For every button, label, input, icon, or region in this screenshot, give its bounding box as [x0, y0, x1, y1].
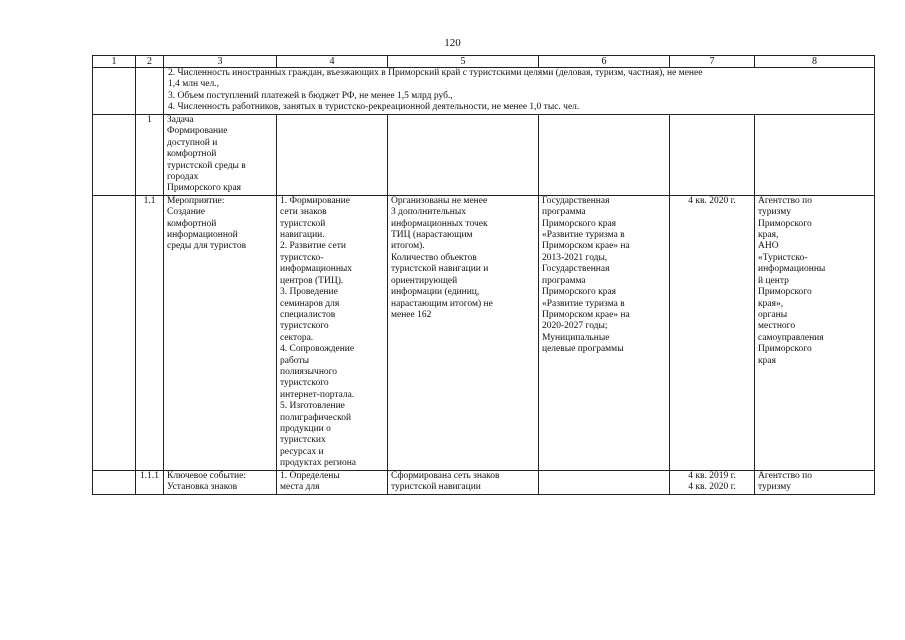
- cell-line: Создание: [167, 207, 206, 218]
- column-header: 1: [93, 56, 136, 68]
- row-number: 1.1.1: [136, 470, 164, 494]
- cell-line: полиграфической: [280, 412, 352, 423]
- responsible-cell: [755, 195, 875, 470]
- cell-line: семинаров для: [280, 298, 340, 309]
- activity-row: [93, 195, 875, 470]
- cell-line: 3 дополнительных: [391, 207, 466, 218]
- column-header: 6: [539, 56, 670, 68]
- key-event-row: [93, 470, 875, 494]
- cell-line: органы: [758, 309, 788, 320]
- indicator-line: 1,4 млн чел.,: [168, 79, 219, 90]
- cell-line: нарастающим итогом) не: [391, 298, 493, 309]
- task-title-cell: [164, 115, 277, 196]
- cell-line: туристской: [280, 218, 326, 229]
- cell-line: работы: [280, 355, 309, 366]
- cell-line: Приморского края: [167, 183, 242, 194]
- cell-line: Приморского края: [542, 287, 617, 298]
- cell-line: Организованы не менее: [391, 195, 488, 206]
- cell-line: Приморском крае» на: [542, 241, 630, 252]
- cell-line: интернет-портала.: [280, 389, 355, 400]
- empty-cell: [136, 68, 164, 115]
- column-header: 8: [755, 56, 875, 68]
- row-number: 1: [136, 115, 164, 196]
- column-header-row: [93, 56, 875, 68]
- cell-line: ТИЦ (нарастающим: [391, 230, 473, 241]
- cell-line: местного: [758, 321, 796, 332]
- cell-line: туристской среды в: [167, 160, 246, 171]
- cell-line: навигации.: [280, 230, 325, 241]
- cell-line: АНО: [758, 241, 779, 252]
- cell-line: туристского: [280, 378, 329, 389]
- cell-line: 4 кв. 2020 г.: [688, 482, 736, 492]
- column-header: 2: [136, 56, 164, 68]
- indicator-line: 3. Объем поступлений платежей в бюджет РФ, не менее 1,5 млрд руб.,: [168, 90, 453, 101]
- row-number: 1.1: [136, 195, 164, 470]
- deadline-cell: [670, 470, 755, 494]
- cell-line: Агентство по: [758, 470, 812, 481]
- cell-line: продуктах региона: [280, 458, 356, 469]
- cell-line: самоуправления: [758, 332, 824, 343]
- cell-line: Приморского: [758, 344, 812, 355]
- cell-line: Мероприятие:: [167, 195, 225, 206]
- cell-line: доступной и: [167, 137, 218, 148]
- responsible-cell: [755, 115, 875, 196]
- cell-line: туристско-: [280, 252, 324, 263]
- cell-line: туризму: [758, 482, 791, 492]
- cell-line: полиязычного: [280, 366, 338, 377]
- cell-line: Приморского: [758, 218, 812, 229]
- cell-line: информационной: [167, 230, 238, 241]
- indicator-line: 4. Численность работников, занятых в туристско-рекреационной деятельности, не менее 1,0 тыс. чел.: [168, 102, 580, 113]
- column-header: 4: [277, 56, 388, 68]
- cell-line: целевые программы: [542, 344, 624, 355]
- cell-line: Агентство по: [758, 195, 812, 206]
- cell-line: 4 кв. 2020 г.: [688, 195, 736, 206]
- activity-title-cell: [164, 195, 277, 470]
- cell-line: туристских: [280, 435, 326, 446]
- empty-cell: [93, 68, 136, 115]
- cell-line: «Туристско-: [758, 252, 808, 263]
- cell-line: Задача: [167, 115, 194, 125]
- cell-line: 4. Сопровождение: [280, 344, 355, 355]
- key-event-title-cell: [164, 470, 277, 494]
- measures-cell: [277, 470, 388, 494]
- measures-cell: [277, 195, 388, 470]
- cell-line: 2. Развитие сети: [280, 241, 346, 252]
- cell-line: 2013-2021 годы,: [542, 252, 608, 263]
- cell-line: комфортной: [167, 149, 217, 160]
- cell-line: 1. Определены: [280, 470, 340, 481]
- target-indicators-cell: [164, 68, 875, 115]
- cell-line: края: [758, 355, 776, 366]
- cell-line: Установка знаков: [167, 482, 238, 492]
- deadline-cell: [670, 115, 755, 196]
- intro-row: [93, 68, 875, 115]
- cell-line: «Развитие туризма в: [542, 230, 625, 241]
- cell-line: городах: [167, 172, 199, 183]
- cell-line: информации (единиц,: [391, 287, 480, 298]
- task-row: [93, 115, 875, 196]
- cell-line: 3. Проведение: [280, 287, 338, 298]
- cell-line: менее 162: [391, 309, 432, 320]
- measures-cell: [277, 115, 388, 196]
- cell-line: комфортной: [167, 218, 217, 229]
- cell-line: сети знаков: [280, 207, 327, 218]
- cell-line: Сформирована сеть знаков: [391, 470, 500, 481]
- cell-line: «Развитие туризма в: [542, 298, 625, 309]
- empty-cell: [93, 115, 136, 196]
- column-header: 5: [388, 56, 539, 68]
- cell-line: края,: [758, 230, 779, 241]
- cell-line: Государственная: [542, 264, 610, 275]
- cell-line: й центр: [758, 275, 789, 286]
- cell-line: места для: [280, 482, 320, 492]
- cell-line: Государственная: [542, 195, 610, 206]
- empty-cell: [93, 470, 136, 494]
- cell-line: программа: [542, 207, 586, 218]
- cell-line: 5. Изготовление: [280, 401, 345, 412]
- cell-line: туристской навигации и: [391, 264, 489, 275]
- empty-cell: [93, 195, 136, 470]
- cell-line: 4 кв. 2019 г.: [688, 470, 736, 481]
- cell-line: Ключевое событие:: [167, 470, 246, 481]
- cell-line: Приморском крае» на: [542, 309, 630, 320]
- results-cell: [388, 470, 539, 494]
- cell-line: информационных точек: [391, 218, 488, 229]
- cell-line: продукции о: [280, 423, 331, 434]
- cell-line: 2020-2027 годы;: [542, 321, 608, 332]
- results-cell: [388, 195, 539, 470]
- cell-line: туризму: [758, 207, 791, 218]
- results-cell: [388, 115, 539, 196]
- cell-line: Приморского: [758, 287, 812, 298]
- cell-line: края»,: [758, 298, 784, 309]
- cell-line: туристского: [280, 321, 329, 332]
- responsible-cell: [755, 470, 875, 494]
- page-number: 120: [444, 37, 461, 49]
- indicator-line: 2. Численность иностранных граждан, въезжающих в Приморский край с туристскими целями (деловая, туризм, частная), не менее: [168, 68, 703, 78]
- cell-line: Количество объектов: [391, 252, 477, 263]
- cell-line: итогом).: [391, 241, 425, 252]
- column-header: 7: [670, 56, 755, 68]
- column-header: 3: [164, 56, 277, 68]
- program-table: [92, 55, 875, 495]
- programs-cell: [539, 115, 670, 196]
- cell-line: Муниципальные: [542, 332, 610, 343]
- programs-cell: [539, 195, 670, 470]
- cell-line: центров (ТИЦ).: [280, 275, 344, 286]
- deadline-cell: [670, 195, 755, 470]
- cell-line: ресурсах и: [280, 446, 324, 457]
- cell-line: среды для туристов: [167, 241, 247, 252]
- cell-line: информационных: [280, 264, 353, 275]
- cell-line: специалистов: [280, 309, 336, 320]
- cell-line: информационны: [758, 264, 826, 275]
- cell-line: сектора.: [280, 332, 314, 343]
- cell-line: 1. Формирование: [280, 195, 350, 206]
- programs-cell: [539, 470, 670, 494]
- cell-line: программа: [542, 275, 586, 286]
- cell-line: ориентирующей: [391, 275, 458, 286]
- cell-line: туристской навигации: [391, 482, 481, 492]
- cell-line: Приморского края: [542, 218, 617, 229]
- cell-line: Формирование: [167, 126, 228, 137]
